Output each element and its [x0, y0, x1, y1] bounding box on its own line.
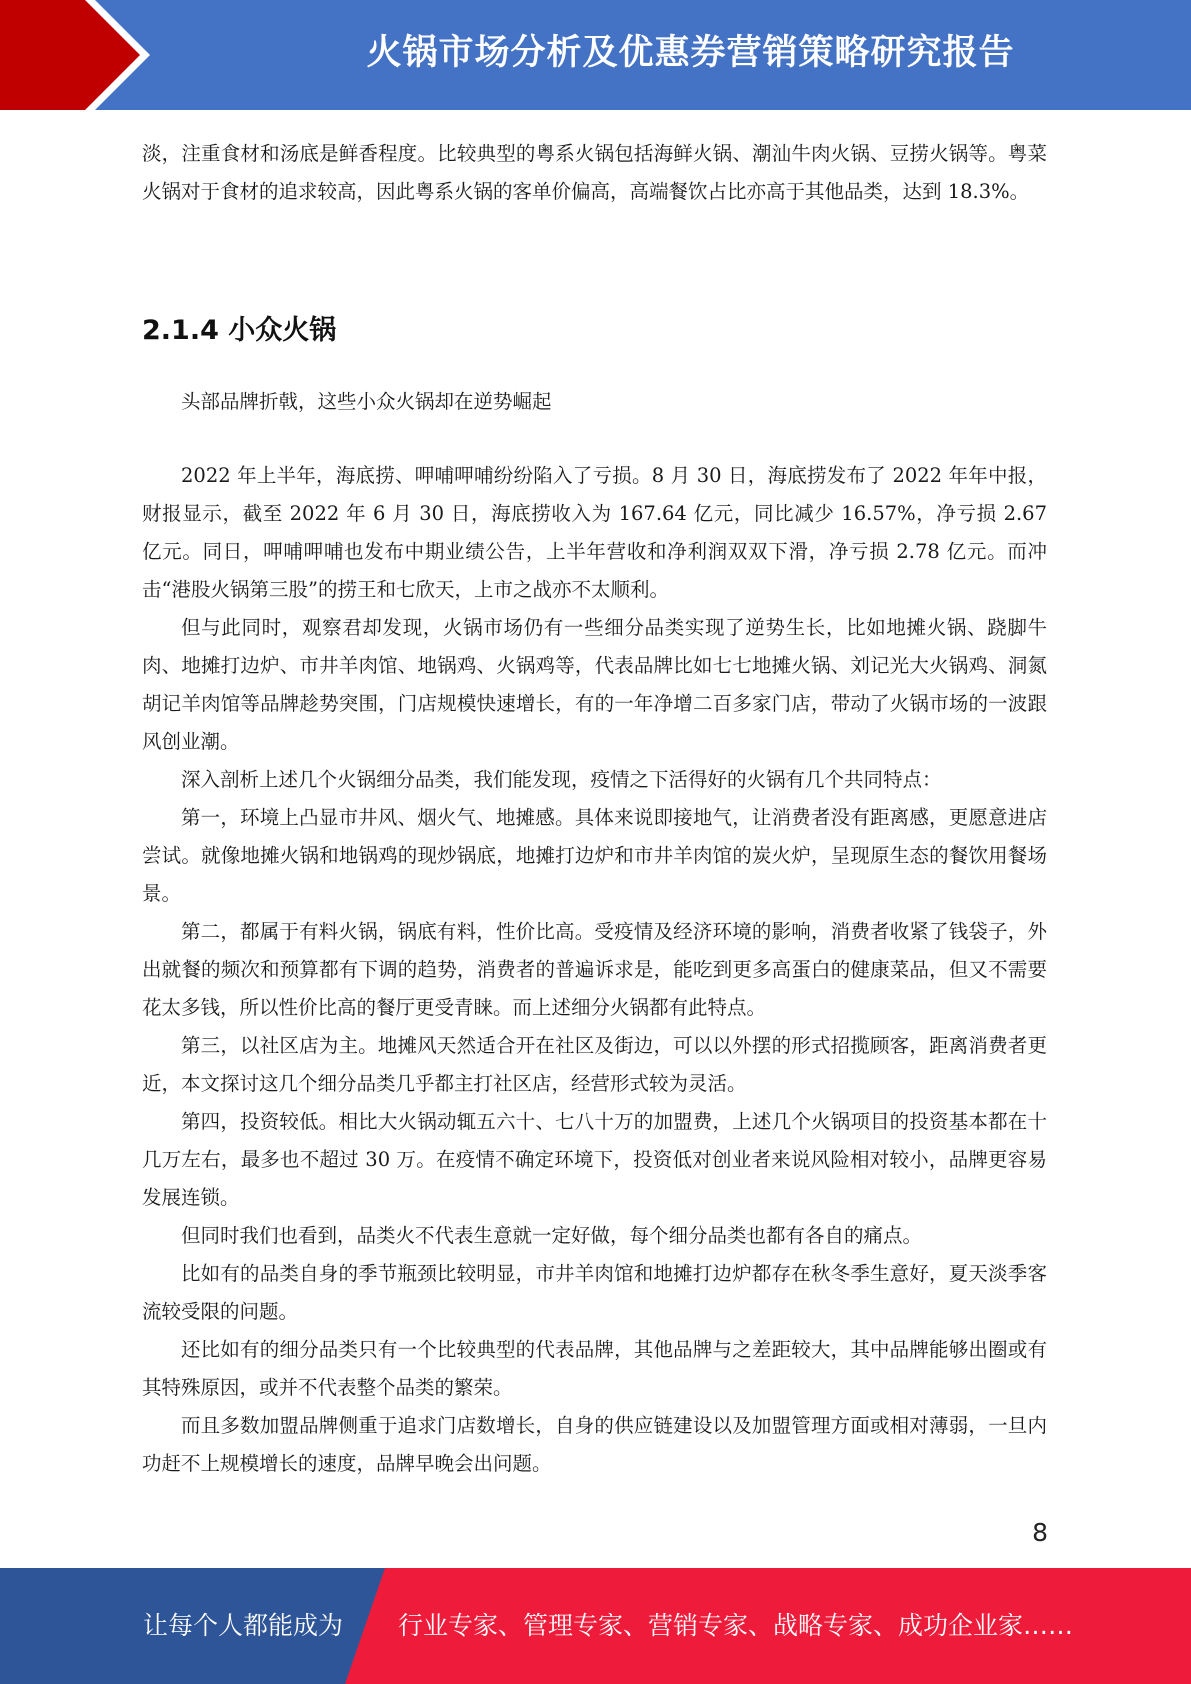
- footer-slogan-right: 行业专家、管理专家、营销专家、战略专家、成功企业家……: [398, 1611, 1074, 1640]
- header-chevron-decoration: [0, 0, 160, 110]
- body-paragraph: 2022 年上半年，海底捞、呷哺呷哺纷纷陷入了亏损。8 月 30 日，海底捞发布了 2022 年年中报，财报显示，截至 2022 年 6 月 30 日，海底捞收入为 167.64 亿元，同比减少 16.57%，净亏损 2.67 亿元。同日，呷哺呷哺也发布中期业绩公告，上半年营收和净利润双双下滑，净亏损 2.78 亿元。而冲击“港股火锅第三股”的捞王和七欣天，上市之战亦不太顺利。: [142, 464, 1047, 601]
- section-heading: 2.1.4 小众火锅: [142, 315, 337, 346]
- body-paragraph: 但与此同时，观察君却发现，火锅市场仍有一些细分品类实现了逆势生长，比如地摊火锅、跷脚牛肉、地摊打边炉、市井羊肉馆、地锅鸡、火锅鸡等，代表品牌比如七七地摊火锅、刘记光大火锅鸡、洞氮胡记羊肉馆等品牌趁势突围，门店规模快速增长，有的一年净增二百多家门店，带动了火锅市场的一波跟风创业潮。: [142, 616, 1047, 753]
- section-subtitle: 头部品牌折戟，这些小众火锅却在逆势崛起: [181, 390, 552, 413]
- page-number: 8: [1032, 1518, 1048, 1547]
- body-paragraph: 第一，环境上凸显市井风、烟火气、地摊感。具体来说即接地气，让消费者没有距离感，更愿意进店尝试。就像地摊火锅和地锅鸡的现炒锅底，地摊打边炉和市井羊肉馆的炭火炉，呈现原生态的餐饮用餐场景。: [142, 806, 1047, 905]
- intro-paragraph: 淡，注重食材和汤底是鲜香程度。比较典型的粤系火锅包括海鲜火锅、潮汕牛肉火锅、豆捞火锅等。粤菜火锅对于食材的追求较高，因此粤系火锅的客单价偏高，高端餐饮占比亦高于其他品类，达到 18.3%。: [142, 142, 1047, 203]
- page-body: [142, 135, 1047, 1483]
- report-title: 火锅市场分析及优惠券营销策略研究报告: [366, 33, 1015, 73]
- page-footer: [0, 1568, 1191, 1684]
- body-paragraph: 但同时我们也看到，品类火不代表生意就一定好做，每个细分品类也都有各自的痛点。: [181, 1224, 923, 1247]
- body-paragraph: 第四，投资较低。相比大火锅动辄五六十、七八十万的加盟费，上述几个火锅项目的投资基本都在十几万左右，最多也不超过 30 万。在疫情不确定环境下，投资低对创业者来说风险相对较小，品牌更容易发展连锁。: [142, 1110, 1047, 1209]
- footer-slogan-left: 让每个人都能成为: [143, 1611, 344, 1640]
- body-paragraph: 比如有的品类自身的季节瓶颈比较明显，市井羊肉馆和地摊打边炉都存在秋冬季生意好，夏天淡季客流较受限的问题。: [142, 1262, 1047, 1323]
- body-paragraph: 第三，以社区店为主。地摊风天然适合开在社区及街边，可以以外摆的形式招揽顾客，距离消费者更近，本文探讨这几个细分品类几乎都主打社区店，经营形式较为灵活。: [142, 1034, 1047, 1095]
- page-header: [0, 0, 1191, 110]
- body-paragraph: 而且多数加盟品牌侧重于追求门店数增长，自身的供应链建设以及加盟管理方面或相对薄弱，一旦内功赶不上规模增长的速度，品牌早晚会出问题。: [142, 1414, 1047, 1475]
- body-paragraph: 还比如有的细分品类只有一个比较典型的代表品牌，其他品牌与之差距较大，其中品牌能够出圈或有其特殊原因，或并不代表整个品类的繁荣。: [142, 1338, 1047, 1399]
- body-paragraph: 第二，都属于有料火锅，锅底有料，性价比高。受疫情及经济环境的影响，消费者收紧了钱袋子，外出就餐的频次和预算都有下调的趋势，消费者的普遍诉求是，能吃到更多高蛋白的健康菜品，但又不需要花太多钱，所以性价比高的餐厅更受青睐。而上述细分火锅都有此特点。: [142, 920, 1047, 1019]
- body-paragraph: 深入剖析上述几个火锅细分品类，我们能发现，疫情之下活得好的火锅有几个共同特点：: [181, 768, 942, 791]
